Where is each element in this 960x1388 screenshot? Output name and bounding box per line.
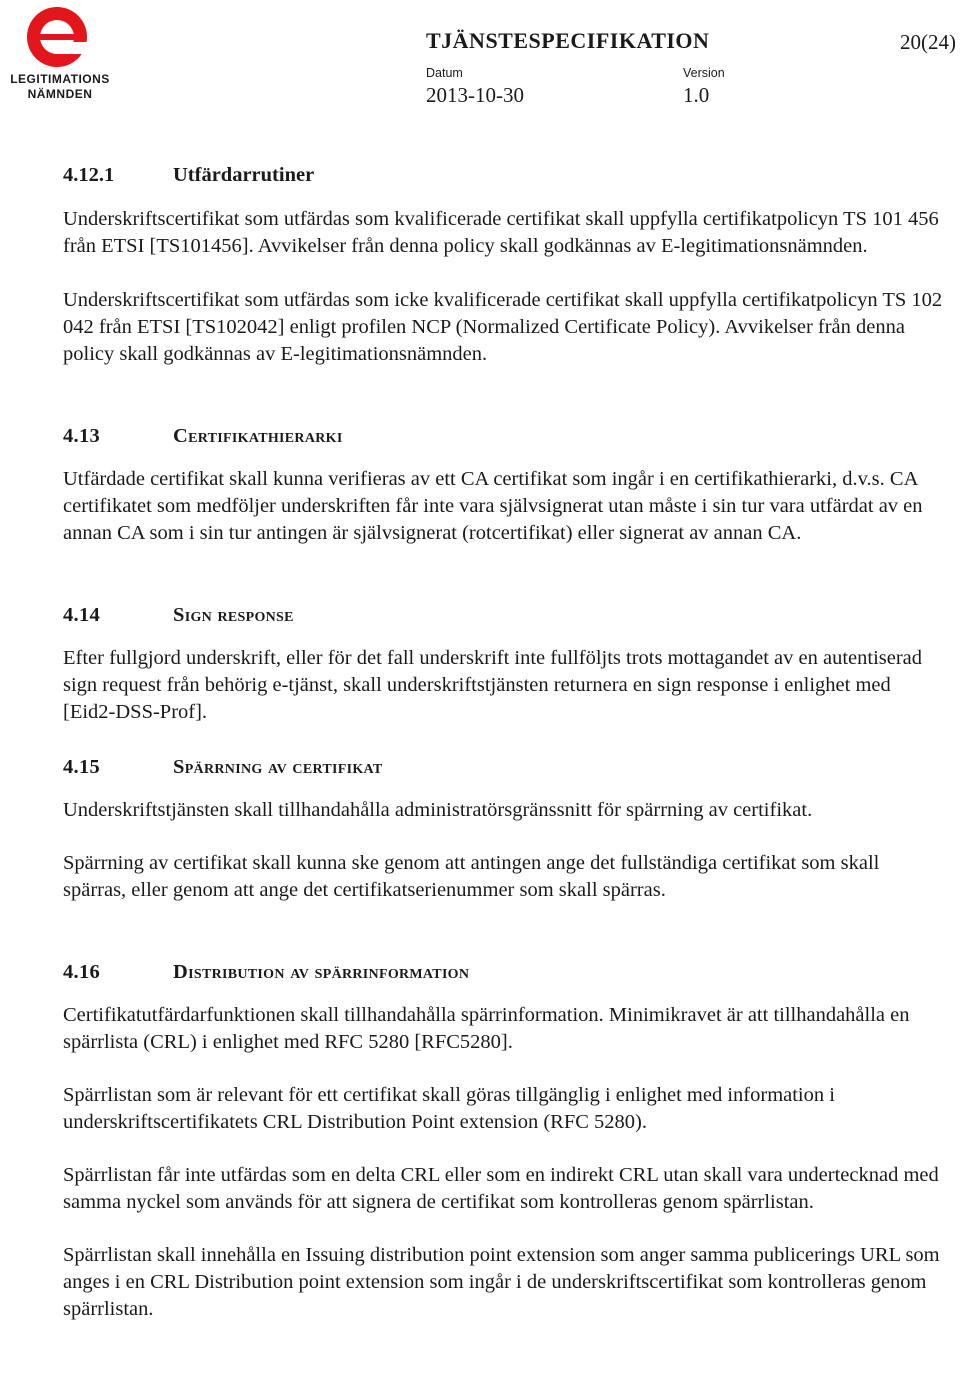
paragraph: Spärrlistan som är relevant för ett certifikat skall göras tillgänglig i enlighet med information i underskriftscertifikatets CRL Distribution Point extension (RFC 5280). — [63, 1084, 835, 1133]
document-type: TJÄNSTESPECIFIKATION — [426, 28, 710, 53]
paragraph: Underskriftscertifikat som utfärdas som kvalificerade certifikat skall uppfylla certifikatpolicyn TS 101 456 från ETSI [TS101456]. Avvikelser från denna policy skall godkännas av E-legitimationsnämnden. — [63, 208, 939, 257]
paragraph: Spärrlistan får inte utfärdas som en delta CRL eller som en indirekt CRL utan skall vara undertecknad med samma nyckel som används för att signera de certifikat som kontrolleras genom spärrlistan. — [63, 1164, 939, 1213]
section-number: 4.13 — [63, 425, 101, 447]
version-label: Version — [683, 66, 725, 80]
subsection-heading-4-12-1 — [63, 160, 943, 190]
section-heading-4-16 — [63, 956, 943, 988]
paragraph: Efter fullgjord underskrift, eller för det fall underskrift inte fullföljts trots mottagandet av en autentiserad sign request från behörig e-tjänst, skall underskriftstjänsten returnera en sign response i enlighet med [Eid2-DSS-Prof]. — [63, 647, 923, 723]
page-number: 20(24) — [900, 30, 956, 54]
paragraph: Underskriftstjänsten skall tillhandahålla administratörsgränssnitt för spärrning av certifikat. — [63, 799, 813, 821]
section-title: Utfärdarrutiner — [173, 164, 315, 186]
section-heading-4-15 — [63, 751, 943, 783]
paragraph: Utfärdade certifikat skall kunna verifieras av ett CA certifikat som ingår i en certifikathierarki, d.v.s. CA certifikatet som medföljer underskriften får inte vara självsignerat utan måste i sin tur vara utfärdat av en annan CA som i sin tur antingen är självsignerat (rotcertifikat) eller signerat av annan CA. — [63, 468, 923, 544]
paragraph: Certifikatutfärdarfunktionen skall tillhandahålla spärrinformation. Minimikravet är att tillhandahålla en spärrlista (CRL) i enlighet med RFC 5280 [RFC5280]. — [63, 1004, 910, 1053]
logo-text-line1: LEGITIMATIONS — [10, 72, 110, 86]
paragraph: Underskriftscertifikat som utfärdas som icke kvalificerade certifikat skall uppfylla certifikatpolicyn TS 102 042 från ETSI [TS102042] enligt profilen NCP (Normalized Certificate Policy). Avvikelser från denna policy skall godkännas av E-legitimationsnämnden. — [63, 289, 943, 365]
section-number: 4.12.1 — [63, 164, 115, 186]
logo-text-line2: NÄMNDEN — [27, 87, 93, 101]
version-value: 1.0 — [683, 83, 710, 107]
paragraph: Spärrlistan skall innehålla en Issuing distribution point extension som anger samma publicerings URL som anges i en CRL Distribution point extension som ingår i de underskriftscertifikat som kontrolleras genom spärrlistan. — [63, 1244, 940, 1320]
section-number: 4.16 — [63, 961, 101, 983]
section-heading-4-14 — [63, 599, 943, 631]
e-logo-icon — [2, 4, 118, 72]
section-title: Sign response — [173, 604, 294, 626]
paragraph: Spärrning av certifikat skall kunna ske genom att antingen ange det fullständiga certifikat som skall spärras, eller genom att ange det certifikatserienummer som skall spärras. — [63, 852, 880, 901]
section-number: 4.15 — [63, 756, 101, 778]
section-title: Spärrning av certifikat — [173, 756, 383, 778]
date-label: Datum — [426, 66, 463, 80]
section-heading-4-13 — [63, 420, 943, 452]
document-body — [63, 160, 943, 1323]
legitimationsnamnden-logo — [2, 4, 118, 104]
section-number: 4.14 — [63, 604, 101, 626]
date-value: 2013-10-30 — [426, 83, 524, 107]
section-title: Distribution av spärrinformation — [173, 961, 470, 983]
section-title: Certifikathierarki — [173, 425, 343, 447]
